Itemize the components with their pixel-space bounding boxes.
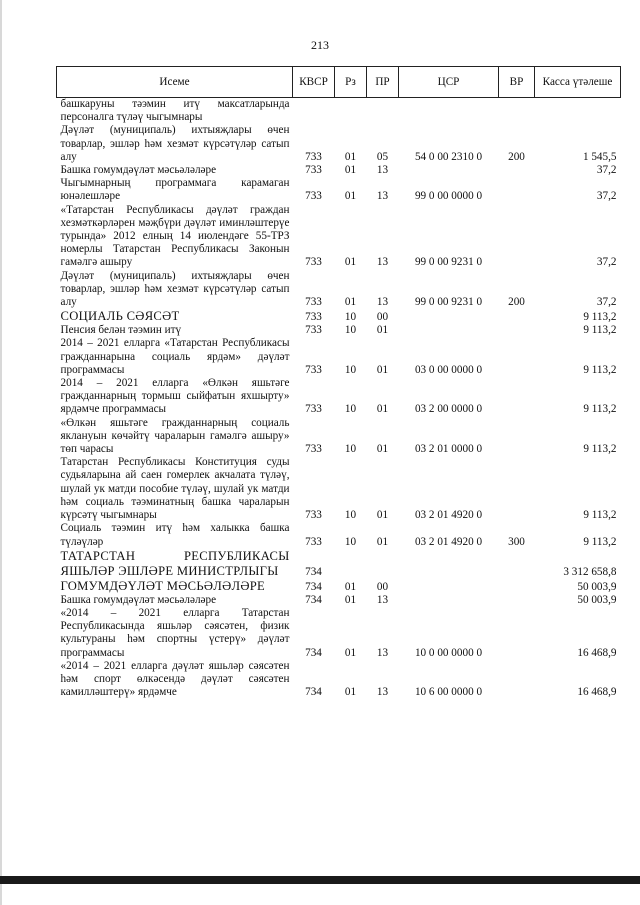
cell-amount: 9 113,2 (583, 403, 617, 416)
cell-kvsr: 733 (305, 311, 322, 324)
cell-vr (499, 456, 535, 522)
cell-name: 2014 – 2021 елларга «Татарстан Республикасы гражданнарына социаль ярдәм» дәүләт программасы (60, 337, 290, 376)
cell-rz: 01 (344, 190, 357, 203)
table-body (57, 98, 621, 700)
cell-amount: 37,2 (596, 296, 617, 309)
header-csr: ЦСР (399, 67, 499, 98)
cell-rz: 01 (344, 164, 357, 177)
cell-csr (399, 164, 499, 177)
cell-name: Башка гомумдәүләт мәсьәләләре (60, 164, 217, 177)
cell-amount: 37,2 (596, 164, 617, 177)
cell-name: ТАТАРСТАН РЕСПУБЛИКАСЫ ЯШЬЛӘР ЭШЛӘРЕ МИНИСТРЛЫГЫ (60, 548, 290, 578)
cell-kvsr: 733 (305, 190, 322, 203)
cell-name: башкаруны тәэмин итү максатларында персоналга түләү чыгымнары (60, 98, 290, 124)
cell-rz: 01 (344, 593, 357, 606)
cell-kvsr: 734 (305, 565, 322, 578)
cell-pr: 01 (376, 443, 389, 456)
header-kassa: Касса үтәлеше (535, 67, 621, 98)
cell-csr: 03 2 01 0000 0 (414, 443, 483, 456)
cell-amount: 9 113,2 (583, 324, 617, 337)
cell-csr: 03 0 00 0000 0 (414, 363, 483, 376)
cell-csr (399, 324, 499, 337)
table-row (57, 309, 621, 324)
table-row (57, 456, 621, 522)
cell-kvsr: 734 (305, 580, 322, 593)
header-rz: Рз (335, 67, 367, 98)
table-row (57, 124, 621, 164)
header-kvsr: КВСР (293, 67, 335, 98)
cell-amount: 9 113,2 (583, 363, 617, 376)
cell-amount: 9 113,2 (583, 509, 617, 522)
cell-pr: 01 (376, 324, 389, 337)
cell-pr: 13 (376, 256, 389, 269)
table-row (57, 164, 621, 177)
cell-csr: 03 2 00 0000 0 (414, 403, 483, 416)
table-row (57, 579, 621, 594)
cell-csr (399, 549, 499, 579)
cell-rz: 10 (344, 403, 357, 416)
cell-vr (499, 164, 535, 177)
cell-vr (499, 549, 535, 579)
table-row (57, 377, 621, 417)
cell-amount: 37,2 (596, 190, 617, 203)
cell-name: Татарстан Республикасы Конституция суды судьяларына ай саен гомерлек акчалата түләү, шулай ук матди пособие түләү, шулай ук матди һәм социаль тәэминатның башка чараларын күрсәтү чыгымнары (60, 456, 290, 522)
cell-vr (499, 204, 535, 270)
table-row (57, 270, 621, 310)
cell-kvsr: 734 (305, 593, 322, 606)
scan-bottom-bar (0, 876, 640, 884)
cell-rz: 01 (344, 646, 357, 659)
cell-pr: 13 (376, 164, 389, 177)
cell-name: Пенсия белән тәэмин итү (60, 324, 182, 337)
cell-rz: 01 (344, 256, 357, 269)
cell-amount: 16 468,9 (577, 646, 617, 659)
cell-kvsr: 733 (305, 164, 322, 177)
cell-amount: 50 003,9 (577, 580, 617, 593)
cell-pr: 01 (376, 403, 389, 416)
cell-vr (499, 579, 535, 594)
cell-rz: 10 (344, 509, 357, 522)
cell-vr (499, 98, 535, 125)
cell-name: «2014 – 2021 елларга Татарстан Республикасында яшьләр сәясәтен, физик культураны һәм спортны үстерү» дәүләт программасы (60, 606, 290, 659)
cell-vr (499, 177, 535, 203)
cell-pr: 13 (376, 686, 389, 699)
cell-kvsr: 733 (305, 443, 322, 456)
cell-csr (399, 579, 499, 594)
cell-pr: 01 (376, 363, 389, 376)
cell-rz: 01 (344, 686, 357, 699)
cell-vr (499, 324, 535, 337)
cell-kvsr: 733 (305, 324, 322, 337)
cell-rz: 10 (344, 443, 357, 456)
table-row (57, 204, 621, 270)
cell-rz (335, 549, 367, 579)
cell-name: «Татарстан Республикасы дәүләт граждан хезмәткәрләрен мәҗбүри дәүләт иминләштерүе турында» 2012 елның 14 июлендәге 55-ТРЗ номерлы Татарстан Республикасы Законын гамәлгә ашыру (60, 203, 290, 269)
cell-name: «2014 – 2021 елларга дәүләт яшьләр сәясәтен һәм спорт өлкәсендә дәүләт сәясәтен камилләштерү» ярдәмче (60, 659, 290, 699)
cell-rz: 10 (344, 324, 357, 337)
cell-vr: 200 (508, 296, 525, 309)
cell-pr (367, 549, 399, 579)
page-number: 213 (311, 38, 329, 52)
cell-vr: 300 (508, 535, 525, 548)
cell-kvsr (293, 98, 335, 125)
cell-rz: 01 (344, 150, 357, 163)
cell-amount: 37,2 (596, 256, 617, 269)
cell-csr: 10 6 00 0000 0 (414, 686, 483, 699)
cell-vr (499, 660, 535, 700)
table-row (57, 417, 621, 457)
cell-pr: 13 (376, 190, 389, 203)
cell-csr: 99 0 00 0000 0 (414, 190, 483, 203)
cell-kvsr: 733 (305, 256, 322, 269)
cell-amount (535, 98, 621, 125)
table-row (57, 522, 621, 548)
cell-pr (367, 98, 399, 125)
cell-name: ГОМУМДӘҮЛӘТ МӘСЬӘЛӘЛӘРЕ (60, 578, 266, 593)
cell-pr: 00 (376, 311, 389, 324)
cell-pr: 13 (376, 646, 389, 659)
cell-vr (499, 337, 535, 377)
cell-kvsr: 734 (305, 686, 322, 699)
cell-csr: 54 0 00 2310 0 (414, 150, 483, 163)
cell-amount: 1 545,5 (582, 150, 617, 163)
table-row (57, 549, 621, 579)
cell-name: «Өлкән яшьтәге гражданнарның социаль яклануын көчәйтү чараларын гамәлгә ашыру» төп чарасы (60, 416, 290, 456)
cell-vr (499, 607, 535, 660)
table-row (57, 324, 621, 337)
cell-rz: 10 (344, 363, 357, 376)
cell-rz: 10 (344, 535, 357, 548)
table-row (57, 337, 621, 377)
cell-name: Башка гомумдәүләт мәсьәләләре (60, 593, 217, 606)
cell-kvsr: 733 (305, 535, 322, 548)
cell-kvsr: 733 (305, 150, 322, 163)
cell-csr: 10 0 00 0000 0 (414, 646, 483, 659)
table-row (57, 177, 621, 203)
cell-rz: 01 (344, 580, 357, 593)
table-row (57, 660, 621, 700)
cell-pr: 01 (376, 535, 389, 548)
header-pr: ПР (367, 67, 399, 98)
cell-csr: 03 2 01 4920 0 (414, 535, 483, 548)
cell-vr (499, 377, 535, 417)
cell-csr (399, 594, 499, 607)
cell-name: Социаль тәэмин итү һәм халыкка башка түләүләр (60, 522, 290, 548)
table-row (57, 607, 621, 660)
cell-name: СОЦИАЛЬ СӘЯСӘТ (60, 309, 180, 324)
cell-rz (335, 98, 367, 125)
cell-kvsr: 733 (305, 403, 322, 416)
table-row (57, 98, 621, 125)
cell-amount: 3 312 658,8 (563, 565, 617, 578)
cell-kvsr: 733 (305, 296, 322, 309)
header-name: Исеме (57, 67, 293, 98)
cell-vr (499, 309, 535, 324)
cell-csr: 99 0 00 9231 0 (414, 256, 483, 269)
budget-table (56, 66, 621, 699)
cell-pr: 00 (376, 580, 389, 593)
cell-csr (399, 98, 499, 125)
cell-pr: 13 (376, 296, 389, 309)
cell-amount: 9 113,2 (583, 535, 617, 548)
header-vr: ВР (499, 67, 535, 98)
cell-kvsr: 733 (305, 509, 322, 522)
cell-name: Дәүләт (муниципаль) ихтыяҗлары өчен товарлар, эшләр һәм хезмәт күрсәтүләр сатып алу (60, 269, 290, 309)
cell-csr: 99 0 00 9231 0 (414, 296, 483, 309)
cell-rz: 01 (344, 296, 357, 309)
cell-amount: 9 113,2 (583, 311, 617, 324)
cell-name: Дәүләт (муниципаль) ихтыяҗлары өчен товарлар, эшләр һәм хезмәт күрсәтүләр сатып алу (60, 124, 290, 163)
cell-name: 2014 – 2021 елларга «Өлкән яшьтәге гражданнарның тормыш сыйфатын яхшырту» ярдәмче программасы (60, 377, 290, 416)
cell-kvsr: 733 (305, 363, 322, 376)
cell-vr (499, 417, 535, 457)
cell-amount: 50 003,9 (577, 593, 617, 606)
cell-csr (399, 309, 499, 324)
cell-kvsr: 734 (305, 646, 322, 659)
cell-vr: 200 (508, 150, 525, 163)
cell-pr: 01 (376, 509, 389, 522)
budget-table-container (56, 66, 620, 699)
cell-pr: 05 (376, 150, 389, 163)
cell-name: Чыгымнарның программага карамаган юнәлешләре (60, 177, 290, 203)
table-header-row (57, 67, 621, 98)
cell-vr (499, 594, 535, 607)
cell-csr: 03 2 01 4920 0 (414, 509, 483, 522)
table-row (57, 594, 621, 607)
cell-pr: 13 (376, 593, 389, 606)
cell-amount: 9 113,2 (583, 443, 617, 456)
cell-rz: 10 (344, 311, 357, 324)
cell-amount: 16 468,9 (577, 686, 617, 699)
scan-left-edge (0, 0, 2, 905)
